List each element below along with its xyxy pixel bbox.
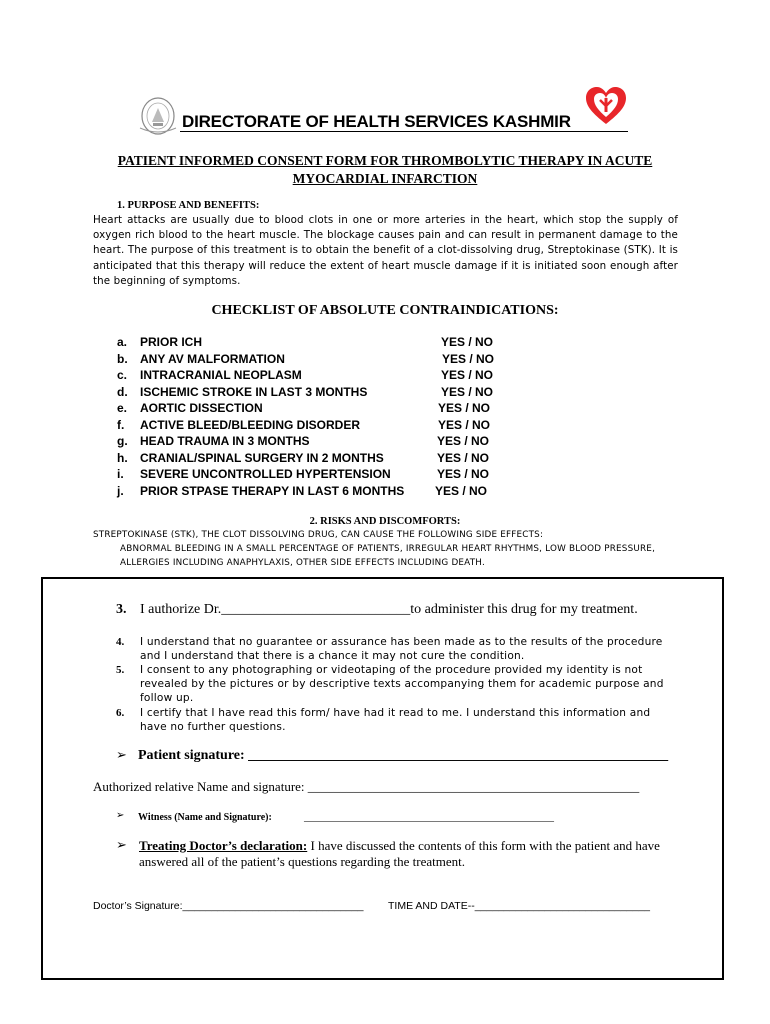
form-title [60, 152, 710, 188]
checklist-letter: e. [117, 401, 128, 415]
risks-text: ALLERGIES INCLUDING ANAPHYLAXIS, OTHER SIDE EFFECTS INCLUDING DEATH. [120, 558, 485, 568]
consent-item-text: I understand that no guarantee or assurance has been made as to the results of the procedure and I understand that there is a chance it may not cure the condition. [140, 636, 663, 663]
risks-text: STREPTOKINASE (STK), THE CLOT DISSOLVING DRUG, CAN CAUSE THE FOLLOWING SIDE EFFECTS: [93, 530, 544, 540]
doctor-declaration [139, 838, 679, 870]
risks-text: ABNORMAL BLEEDING IN A SMALL PERCENTAGE OF PATIENTS, IRREGULAR HEART RHYTHMS, LOW BLOOD PRESSURE, [120, 544, 656, 554]
purpose-heading: 1. PURPOSE AND BENEFITS: [117, 200, 260, 211]
checklist-answer[interactable]: YES / NO [437, 451, 490, 465]
checklist-letter: j. [117, 484, 124, 498]
checklist-label: PRIOR ICH [140, 335, 203, 349]
consent-item-number: 5. [116, 664, 125, 676]
checklist-letter: g. [117, 434, 128, 448]
header-underline [180, 131, 628, 132]
doctor-declaration-text: I have discussed the contents of this form with the patient and have answered all of the patient’s questions regarding the treatment. [139, 838, 660, 869]
checklist-answer[interactable]: YES / NO [438, 401, 491, 415]
checklist-letter: h. [117, 451, 128, 465]
checklist-answer[interactable]: YES / NO [441, 335, 494, 349]
checklist-answer[interactable]: YES / NO [438, 418, 491, 432]
checklist-answer[interactable]: YES / NO [435, 484, 488, 498]
arrow-bullet-icon: ➢ [116, 810, 125, 821]
checklist-label: CRANIAL/SPINAL SURGERY IN 2 MONTHS [140, 451, 384, 465]
checklist-letter: c. [117, 368, 128, 382]
checklist-heading: CHECKLIST OF ABSOLUTE CONTRAINDICATIONS: [211, 303, 559, 318]
checklist-label: HEAD TRAUMA IN 3 MONTHS [140, 434, 310, 448]
witness-signature-field[interactable]: __________________________________________________ [304, 812, 554, 823]
checklist-letter: a. [117, 335, 128, 349]
consent-item-number: 4. [116, 636, 125, 648]
relative-signature-field[interactable]: Authorized relative Name and signature: ___________________________________________________ [93, 779, 640, 794]
patient-signature-field[interactable]: Patient signature: ____________________________________________________________ [138, 748, 669, 763]
consent-item-text: I certify that I have read this form/ have had it read to me. I understand this information and have no further questions. [140, 707, 651, 734]
purpose-body: Heart attacks are usually due to blood clots in one or more arteries in the heart, which stop the supply of oxygen rich blood to the heart muscle. The blockage causes pain and can result in permanent damage to the heart. The purpose of this treatment is to obtain the benefit of a clot-dissolving drug, Streptokinase (STK). It is anticipated that this therapy will reduce the extent of heart muscle damage if it is initiated soon enough after the beginning of symptoms. [93, 214, 678, 287]
checklist-label: PRIOR STPASE THERAPY IN LAST 6 MONTHS [140, 484, 405, 498]
checklist-answer[interactable]: YES / NO [437, 467, 490, 481]
checklist-letter: f. [117, 418, 125, 432]
checklist-label: SEVERE UNCONTROLLED HYPERTENSION [140, 467, 391, 481]
time-date-field[interactable]: TIME AND DATE--______________________________ [388, 900, 650, 912]
form-title-line2: MYOCARDIAL INFARCTION [292, 171, 478, 186]
checklist-letter: i. [117, 467, 124, 481]
checklist-label: ACTIVE BLEED/BLEEDING DISORDER [140, 418, 361, 432]
risks-heading: 2. RISKS AND DISCOMFORTS: [309, 516, 461, 527]
consent-item-text: I consent to any photographing or videotaping of the procedure provided my identity is not revealed by the pictures or by descriptive texts accompanying them for academic purpose and follow up. [140, 664, 664, 705]
header-title: DIRECTORATE OF HEALTH SERVICES KASHMIR [182, 112, 571, 131]
checklist-letter: b. [117, 352, 128, 366]
checklist-label: AORTIC DISSECTION [140, 401, 263, 415]
form-title-line1: PATIENT INFORMED CONSENT FORM FOR THROMBOLYTIC THERAPY IN ACUTE [117, 153, 653, 168]
consent-item-number: 3. [116, 602, 127, 617]
witness-signature-label: Witness (Name and Signature): [138, 812, 272, 823]
checklist-label: ISCHEMIC STROKE IN LAST 3 MONTHS [140, 385, 368, 399]
checklist-label: INTRACRANIAL NEOPLASM [140, 368, 302, 382]
arrow-bullet-icon: ➢ [116, 748, 127, 763]
arrow-bullet-icon: ➢ [116, 838, 127, 853]
checklist-letter: d. [117, 385, 128, 399]
checklist-label: ANY AV MALFORMATION [140, 352, 285, 366]
heart-logo-icon [584, 86, 628, 126]
checklist-answer[interactable]: YES / NO [442, 352, 495, 366]
authorize-doctor-field[interactable]: I authorize Dr.___________________________to administer this drug for my treatment. [140, 602, 638, 617]
emblem-seal-icon [134, 96, 182, 136]
consent-item-number: 6. [116, 707, 125, 719]
checklist-answer[interactable]: YES / NO [437, 434, 490, 448]
doctor-signature-field[interactable]: Doctor’s Signature:_______________________________ [93, 900, 364, 912]
doctor-declaration-label: Treating Doctor’s declaration: [139, 838, 308, 853]
checklist-answer[interactable]: YES / NO [441, 385, 494, 399]
checklist-answer[interactable]: YES / NO [441, 368, 494, 382]
